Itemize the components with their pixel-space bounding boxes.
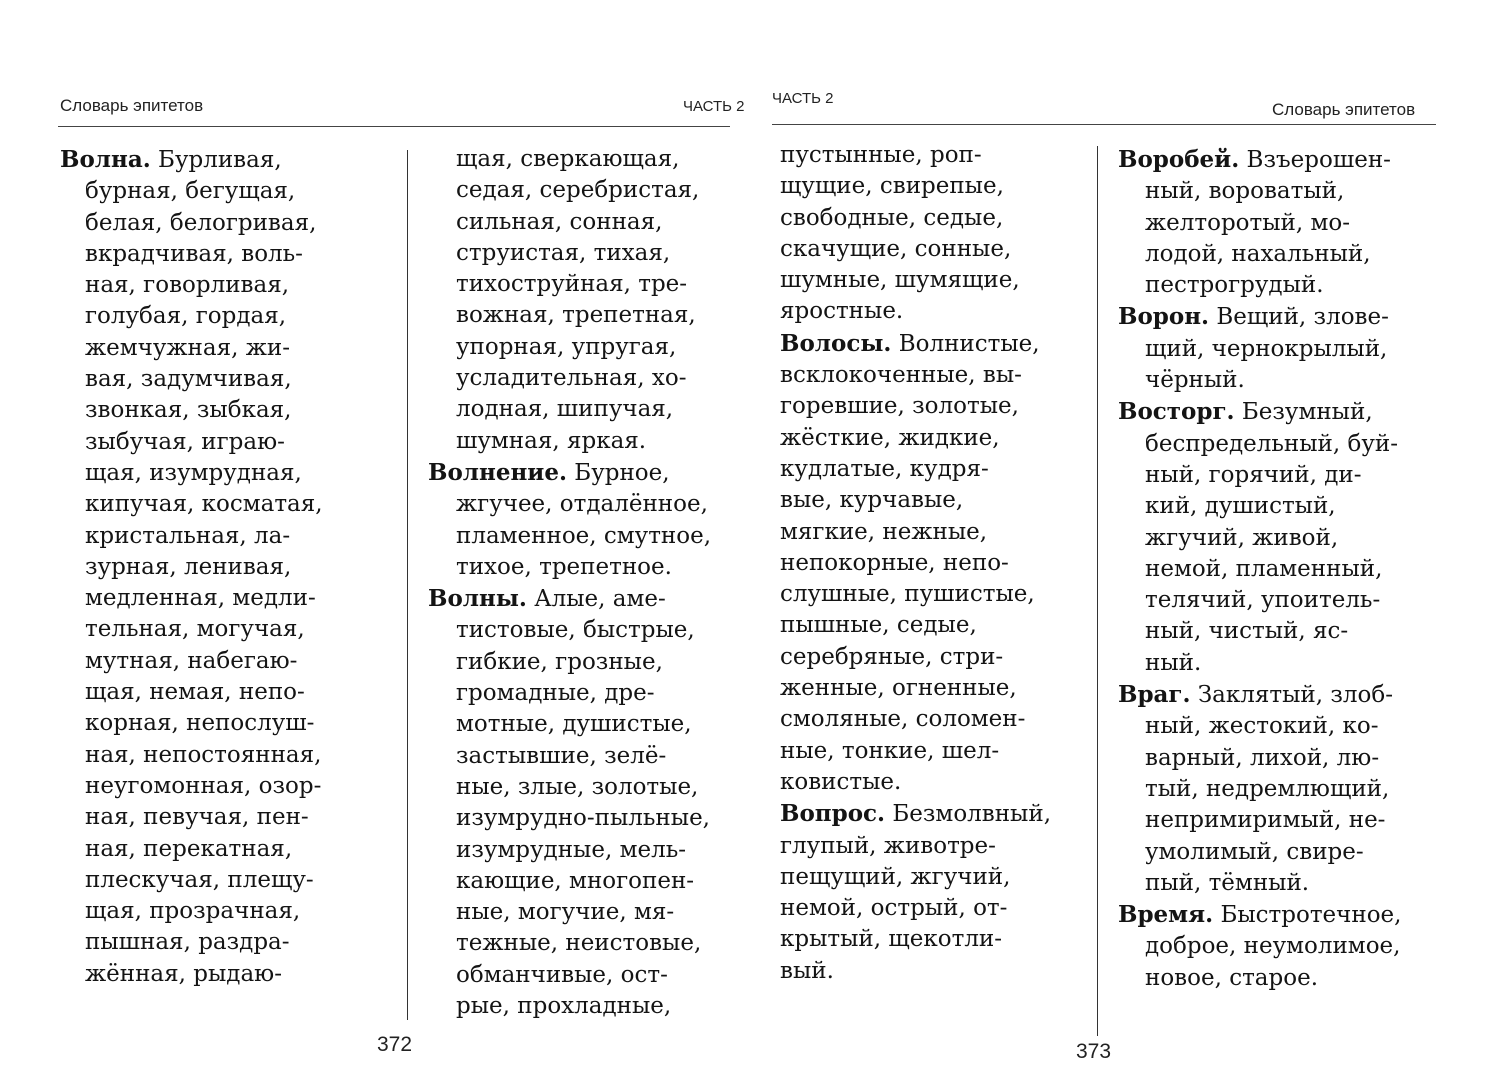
line-text: Безмолвный, bbox=[885, 801, 1052, 828]
text-line bbox=[428, 803, 738, 834]
line-text: бурная, бегущая, bbox=[85, 178, 296, 205]
text-line bbox=[428, 144, 738, 175]
text-line bbox=[60, 927, 400, 958]
text-line bbox=[428, 866, 738, 897]
line-text: варный, лихой, лю- bbox=[1145, 744, 1380, 771]
column-1 bbox=[60, 144, 400, 990]
line-text: неугомонная, озор- bbox=[85, 772, 322, 799]
part-label: ЧАСТЬ 2 bbox=[772, 90, 834, 107]
line-text: Волнистые, bbox=[891, 330, 1040, 357]
line-text: жгучее, отдалённое, bbox=[456, 491, 708, 518]
line-text: желторотый, мо- bbox=[1145, 209, 1351, 236]
text-line bbox=[428, 741, 738, 772]
line-text: ный, горячий, ди- bbox=[1145, 461, 1362, 488]
text-line bbox=[428, 709, 738, 740]
column-1 bbox=[780, 140, 1095, 987]
text-line bbox=[780, 610, 1095, 641]
text-line bbox=[780, 391, 1095, 422]
line-text: седая, серебристая, bbox=[456, 177, 700, 204]
text-line bbox=[428, 960, 738, 991]
line-text: Бурливая, bbox=[150, 147, 282, 173]
text-line bbox=[780, 642, 1095, 673]
line-text: медленная, медли- bbox=[85, 585, 316, 612]
text-line bbox=[1118, 616, 1448, 647]
text-line bbox=[60, 270, 400, 301]
line-text: рые, прохладные, bbox=[456, 993, 672, 1020]
line-text: кристальная, ла- bbox=[85, 522, 291, 549]
text-line bbox=[1118, 460, 1448, 491]
line-text: свободные, седые, bbox=[780, 204, 1004, 231]
text-line bbox=[60, 771, 400, 802]
line-text: щая, изумрудная, bbox=[85, 459, 302, 486]
text-line bbox=[60, 959, 400, 990]
line-text: корная, непослуш- bbox=[85, 710, 315, 737]
text-line bbox=[428, 269, 738, 300]
line-text: Бурное, bbox=[567, 459, 670, 486]
text-line bbox=[1118, 365, 1448, 396]
text-line bbox=[780, 704, 1095, 735]
text-line bbox=[60, 802, 400, 833]
line-text: зурная, ленивая, bbox=[85, 553, 292, 580]
line-text: гибкие, грозные, bbox=[456, 648, 663, 675]
text-line bbox=[428, 175, 738, 206]
text-line bbox=[780, 517, 1095, 548]
text-line bbox=[1118, 711, 1448, 742]
line-text: телячий, упоитель- bbox=[1145, 587, 1381, 614]
text-line bbox=[60, 896, 400, 927]
text-line bbox=[780, 296, 1095, 327]
line-text: ная, говорливая, bbox=[85, 272, 290, 299]
text-line bbox=[428, 772, 738, 803]
text-line bbox=[1118, 523, 1448, 554]
line-text: пышная, раздра- bbox=[85, 929, 290, 956]
entry-line bbox=[60, 144, 400, 176]
entry-line bbox=[1118, 301, 1448, 333]
line-text: кипучая, косматая, bbox=[85, 491, 323, 518]
headword: Вопрос. bbox=[780, 800, 886, 828]
running-title: Словарь эпитетов bbox=[1272, 100, 1416, 119]
line-text: немой, пламенный, bbox=[1145, 555, 1383, 582]
line-text: серебряные, стри- bbox=[780, 643, 1004, 670]
line-text: щая, прозрачная, bbox=[85, 898, 301, 925]
line-text: громадные, дре- bbox=[456, 680, 655, 707]
line-text: упорная, упругая, bbox=[456, 333, 677, 360]
entry-line bbox=[1118, 144, 1448, 176]
headword: Восторг. bbox=[1118, 398, 1235, 426]
line-text: ный, жестокий, ко- bbox=[1145, 713, 1379, 740]
line-text: слушные, пушистые, bbox=[780, 581, 1035, 608]
text-line bbox=[60, 489, 400, 520]
page-number: 373 bbox=[1076, 1040, 1112, 1063]
text-line bbox=[428, 300, 738, 331]
text-line bbox=[1118, 176, 1448, 207]
text-line bbox=[428, 928, 738, 959]
text-line bbox=[60, 176, 400, 207]
text-line bbox=[428, 678, 738, 709]
text-line bbox=[780, 862, 1095, 893]
entry-line bbox=[780, 798, 1095, 830]
text-line bbox=[1118, 774, 1448, 805]
line-text: жгучий, живой, bbox=[1145, 524, 1339, 551]
line-text: обманчивые, ост- bbox=[456, 961, 668, 988]
line-text: мутная, набегаю- bbox=[85, 647, 298, 674]
text-line bbox=[60, 834, 400, 865]
line-text: пестрогрудый. bbox=[1145, 272, 1324, 299]
line-text: ный. bbox=[1145, 649, 1202, 676]
headword: Волосы. bbox=[780, 329, 892, 357]
line-text: чёрный. bbox=[1145, 367, 1245, 394]
line-text: вый. bbox=[780, 957, 834, 984]
line-text: тихое, трепетное. bbox=[456, 553, 672, 580]
right-page bbox=[760, 0, 1499, 1080]
page-number: 372 bbox=[377, 1033, 413, 1056]
text-line bbox=[60, 301, 400, 332]
text-line bbox=[780, 171, 1095, 202]
text-line bbox=[780, 831, 1095, 862]
text-line bbox=[428, 991, 738, 1022]
line-text: Безумный, bbox=[1234, 399, 1373, 426]
text-line bbox=[1118, 585, 1448, 616]
line-text: плескучая, плещу- bbox=[85, 866, 314, 893]
text-line bbox=[428, 521, 738, 552]
line-text: щая, сверкающая, bbox=[456, 146, 680, 172]
line-text: лодная, шипучая, bbox=[456, 396, 674, 423]
line-text: тежные, неистовые, bbox=[456, 930, 702, 957]
line-text: сильная, сонная, bbox=[456, 208, 663, 235]
text-line bbox=[1118, 931, 1448, 962]
text-line bbox=[60, 552, 400, 583]
line-text: пышные, седые, bbox=[780, 612, 977, 639]
line-text: пый, тёмный. bbox=[1145, 869, 1310, 896]
text-line bbox=[780, 265, 1095, 296]
line-text: вые, курчавые, bbox=[780, 487, 964, 514]
column-2 bbox=[1118, 144, 1448, 994]
text-line bbox=[1118, 868, 1448, 899]
line-text: женные, огненные, bbox=[780, 675, 1017, 702]
line-text: кающие, многопен- bbox=[456, 867, 695, 894]
text-line bbox=[780, 893, 1095, 924]
line-text: Алые, аме- bbox=[526, 586, 666, 613]
column-divider bbox=[1097, 146, 1098, 1036]
line-text: смоляные, соломен- bbox=[780, 706, 1026, 733]
line-text: ные, могучие, мя- bbox=[456, 899, 675, 926]
entry-line bbox=[428, 457, 738, 489]
text-line bbox=[780, 140, 1095, 171]
headword: Волнение. bbox=[428, 458, 567, 486]
text-line bbox=[780, 485, 1095, 516]
line-text: Быстротечное, bbox=[1213, 902, 1402, 929]
text-line bbox=[780, 423, 1095, 454]
text-line bbox=[428, 207, 738, 238]
line-text: зыбучая, играю- bbox=[85, 428, 285, 455]
line-text: ные, тонкие, шел- bbox=[780, 737, 1000, 764]
text-line bbox=[428, 489, 738, 520]
line-text: всклокоченные, вы- bbox=[780, 362, 1022, 389]
text-line bbox=[428, 426, 738, 457]
text-line bbox=[428, 615, 738, 646]
line-text: изумрудно-пыльные, bbox=[456, 805, 710, 832]
text-line bbox=[60, 395, 400, 426]
line-text: белая, белогривая, bbox=[85, 209, 317, 236]
line-text: тистовые, быстрые, bbox=[456, 617, 695, 644]
text-line bbox=[1118, 491, 1448, 522]
line-text: голубая, гордая, bbox=[85, 303, 287, 330]
line-text: Вещий, злове- bbox=[1209, 304, 1389, 331]
line-text: жёсткие, жидкие, bbox=[780, 424, 1000, 451]
text-line bbox=[1118, 743, 1448, 774]
line-text: мягкие, нежные, bbox=[780, 518, 988, 545]
line-text: ные, злые, золотые, bbox=[456, 773, 699, 800]
line-text: пламенное, смутное, bbox=[456, 522, 712, 549]
headword: Волны. bbox=[428, 585, 527, 613]
line-text: щая, немая, непо- bbox=[85, 679, 305, 706]
line-text: скачущие, сонные, bbox=[780, 235, 1012, 262]
entry-line bbox=[1118, 396, 1448, 428]
line-text: новое, старое. bbox=[1145, 964, 1319, 991]
line-text: щущие, свирепые, bbox=[780, 173, 1004, 200]
headword: Ворон. bbox=[1118, 303, 1210, 331]
text-line bbox=[1118, 963, 1448, 994]
headword: Враг. bbox=[1118, 681, 1191, 709]
line-text: жемчужная, жи- bbox=[85, 334, 290, 361]
line-text: немой, острый, от- bbox=[780, 895, 1008, 922]
line-text: пещущий, жгучий, bbox=[780, 863, 1011, 890]
headword: Время. bbox=[1118, 901, 1214, 929]
line-text: кудлатые, кудря- bbox=[780, 455, 989, 482]
entry-line bbox=[428, 583, 738, 615]
text-line bbox=[1118, 270, 1448, 301]
line-text: Заклятый, злоб- bbox=[1190, 682, 1393, 709]
text-line bbox=[1118, 837, 1448, 868]
line-text: вкрадчивая, воль- bbox=[85, 240, 303, 267]
line-text: горевшие, золотые, bbox=[780, 393, 1019, 420]
text-line bbox=[428, 363, 738, 394]
line-text: ный, чистый, яс- bbox=[1145, 618, 1349, 645]
text-line bbox=[780, 673, 1095, 704]
headword: Волна. bbox=[60, 146, 151, 173]
text-line bbox=[428, 394, 738, 425]
text-line bbox=[1118, 334, 1448, 365]
text-line bbox=[1118, 648, 1448, 679]
part-label: ЧАСТЬ 2 bbox=[683, 98, 745, 115]
entry-line bbox=[780, 328, 1095, 360]
text-line bbox=[60, 614, 400, 645]
text-line bbox=[428, 835, 738, 866]
text-line bbox=[428, 647, 738, 678]
line-text: струистая, тихая, bbox=[456, 239, 671, 266]
header-rule bbox=[772, 124, 1436, 125]
line-text: ная, певучая, пен- bbox=[85, 804, 309, 831]
text-line bbox=[60, 333, 400, 364]
line-text: яростные. bbox=[780, 298, 904, 325]
line-text: изумрудные, мель- bbox=[456, 836, 686, 863]
headword: Воробей. bbox=[1118, 146, 1240, 173]
text-line bbox=[780, 234, 1095, 265]
text-line bbox=[1118, 554, 1448, 585]
text-line bbox=[1118, 208, 1448, 239]
line-text: вожная, трепетная, bbox=[456, 302, 696, 329]
text-line bbox=[60, 427, 400, 458]
line-text: беспредельный, буй- bbox=[1145, 430, 1398, 457]
text-line bbox=[60, 458, 400, 489]
column-divider bbox=[407, 150, 408, 1020]
column-2 bbox=[428, 144, 738, 1022]
line-text: доброе, неумолимое, bbox=[1145, 933, 1401, 960]
line-text: шумная, яркая. bbox=[456, 427, 647, 454]
line-text: ная, непостоянная, bbox=[85, 741, 322, 768]
text-line bbox=[428, 332, 738, 363]
text-line bbox=[780, 767, 1095, 798]
line-text: застывшие, зелё- bbox=[456, 742, 667, 769]
line-text: пустынные, роп- bbox=[780, 142, 982, 168]
line-text: тихоструйная, тре- bbox=[456, 271, 688, 298]
line-text: крытый, щекотли- bbox=[780, 926, 1003, 953]
text-line bbox=[60, 646, 400, 677]
line-text: тельная, могучая, bbox=[85, 616, 305, 643]
text-line bbox=[60, 521, 400, 552]
text-line bbox=[60, 239, 400, 270]
line-text: жённая, рыдаю- bbox=[85, 960, 282, 987]
line-text: звонкая, зыбкая, bbox=[85, 397, 292, 424]
line-text: ковистые. bbox=[780, 768, 902, 795]
line-text: Взъерошен- bbox=[1239, 147, 1391, 173]
text-line bbox=[60, 208, 400, 239]
text-line bbox=[60, 364, 400, 395]
running-title: Словарь эпитетов bbox=[60, 96, 204, 115]
text-line bbox=[428, 552, 738, 583]
text-line bbox=[1118, 805, 1448, 836]
line-text: тый, недремлющий, bbox=[1145, 775, 1390, 802]
text-line bbox=[780, 924, 1095, 955]
text-line bbox=[780, 579, 1095, 610]
text-line bbox=[780, 203, 1095, 234]
line-text: усладительная, хо- bbox=[456, 365, 687, 392]
line-text: шумные, шумящие, bbox=[780, 267, 1020, 294]
text-line bbox=[780, 956, 1095, 987]
text-line bbox=[780, 548, 1095, 579]
line-text: щий, чернокрылый, bbox=[1145, 335, 1388, 362]
line-text: кий, душистый, bbox=[1145, 493, 1336, 520]
text-line bbox=[780, 360, 1095, 391]
line-text: вая, задумчивая, bbox=[85, 366, 292, 393]
text-line bbox=[60, 677, 400, 708]
line-text: умолимый, свире- bbox=[1145, 838, 1364, 865]
text-line bbox=[780, 736, 1095, 767]
text-line bbox=[1118, 429, 1448, 460]
text-line bbox=[428, 238, 738, 269]
text-line bbox=[1118, 239, 1448, 270]
line-text: мотные, душистые, bbox=[456, 711, 692, 738]
text-line bbox=[60, 708, 400, 739]
header-rule bbox=[58, 126, 730, 127]
text-line bbox=[60, 583, 400, 614]
line-text: ный, вороватый, bbox=[1145, 178, 1345, 205]
line-text: непримиримый, не- bbox=[1145, 807, 1386, 834]
line-text: глупый, животре- bbox=[780, 832, 996, 859]
line-text: ная, перекатная, bbox=[85, 835, 293, 862]
text-line bbox=[60, 740, 400, 771]
text-line bbox=[428, 897, 738, 928]
entry-line bbox=[1118, 679, 1448, 711]
line-text: лодой, нахальный, bbox=[1145, 240, 1371, 267]
text-line bbox=[60, 865, 400, 896]
text-line bbox=[780, 454, 1095, 485]
entry-line bbox=[1118, 899, 1448, 931]
line-text: непокорные, непо- bbox=[780, 549, 1009, 576]
